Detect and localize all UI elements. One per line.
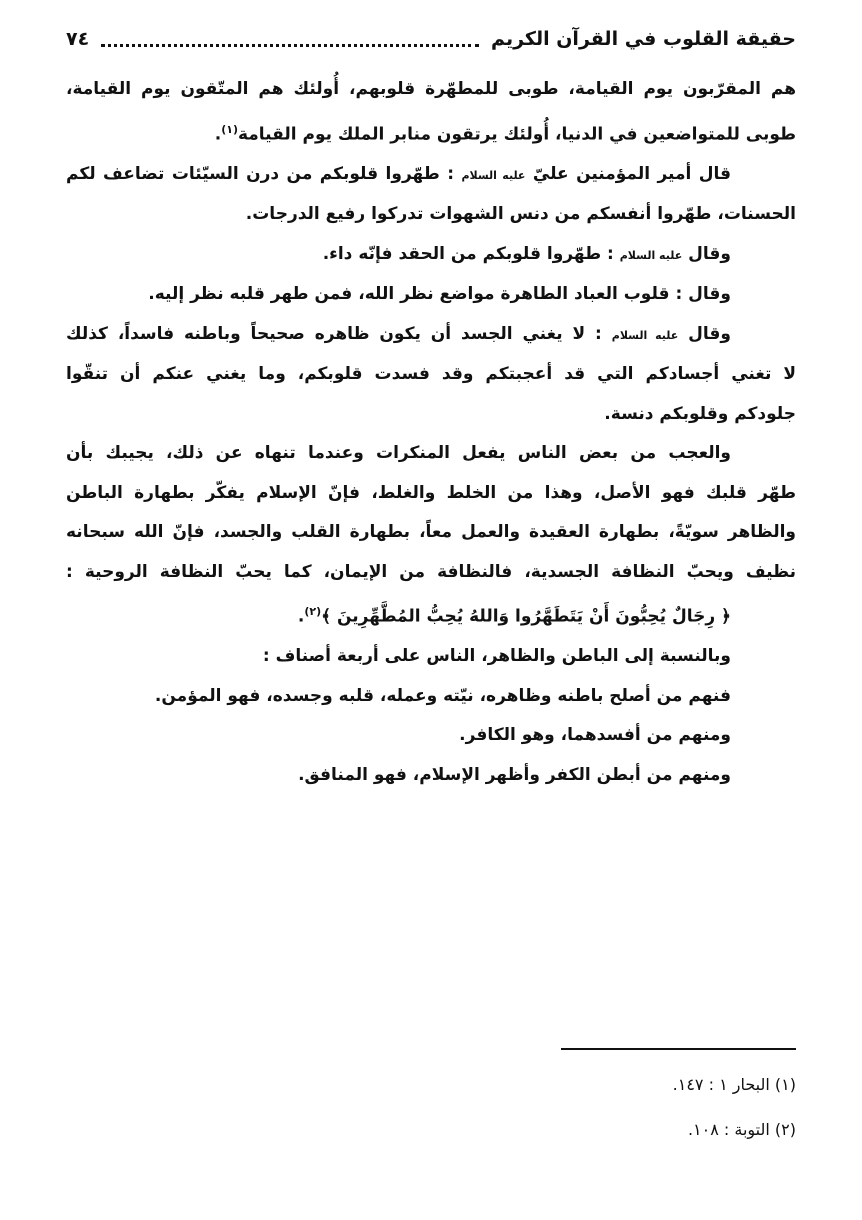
text-line: الحسنات، طهّروا أنفسكم من دنس الشهوات تدركوا رفيع الدرجات. (245, 204, 796, 225)
text-line (66, 155, 796, 196)
text-line: طهّر قلبك فهو الأصل، وهذا من الخلط والغلط، فإنّ الإسلام يفكّر بطهارة الباطن (66, 482, 796, 503)
honorific: عليه السلام (619, 248, 683, 262)
footnote-separator (561, 1048, 796, 1050)
text-line: جلودكم وقلوبكم دنسة. (604, 403, 796, 424)
text-line: نظيف ويحبّ النظافة الجسدية، فالنظافة من الإيمان، كما يحبّ النظافة الروحية : (66, 561, 796, 582)
text-line: ومنهم من أفسدهما، وهو الكافر. (459, 725, 731, 746)
text-line: وبالنسبة إلى الباطن والظاهر، الناس على أربعة أصناف : (262, 646, 731, 667)
line-text: : لا يغني الجسد أن يكون ظاهره صحيحاً وباطنه فاسداً، كذلك (66, 323, 602, 344)
footnote: (١) البحار ١ : ١٤٧. (672, 1075, 796, 1094)
text-line: هم المقرّبون يوم القيامة، طوبى للمطهّرة قلوبهم، أُولئك هم المتّقون يوم القيامة، (66, 79, 796, 99)
running-header (66, 28, 796, 50)
line-text: وقال (688, 243, 731, 264)
quran-verse: ﴿ رِجَالٌ يُحِبُّونَ أَنْ يَتَطَهَّرُوا وَاللهُ يُحِبُّ المُطَّهِّرِينَ ﴾$^{(٢)}$. (297, 605, 731, 627)
running-title: حقيقة القلوب في القرآن الكريم (491, 28, 796, 50)
line-text: قال أمير المؤمنين عليّ (532, 163, 732, 184)
text-line: والعجب من بعض الناس يفعل المنكرات وعندما تنهاه عن ذلك، يجيبك بأن (66, 443, 731, 464)
text-line: وقال : قلوب العباد الطاهرة مواضع نظر الله، فمن طهر قلبه نظر إليه. (148, 284, 731, 305)
text-line: فنهم من أصلح باطنه وظاهره، نيّته وعمله، قلبه وجسده، فهو المؤمن. (154, 685, 731, 706)
footnote-ref: (١) (221, 122, 238, 136)
text-line: طوبى للمتواضعين في الدنيا، أُولئك يرتقون منابر الملك يوم القيامة$^{(١)}$. (214, 122, 796, 145)
text-line: ومنهم من أبطن الكفر وأظهر الإسلام، فهو المنافق. (298, 764, 731, 785)
line-text: طوبى للمتواضعين في الدنيا، أُولئك يرتقون منابر الملك يوم القيامة (237, 124, 796, 145)
body-text (66, 70, 796, 795)
page-number: ٧٤ (66, 28, 90, 50)
line-text: ﴿ رِجَالٌ يُحِبُّونَ أَنْ يَتَطَهَّرُوا وَاللهُ يُحِبُّ المُطَّهِّرِينَ ﴾ (321, 606, 731, 627)
text-line (66, 235, 796, 276)
honorific: عليه السلام (611, 328, 679, 342)
footnote-ref: (٢) (304, 605, 322, 619)
honorific: عليه السلام (461, 168, 526, 182)
header-dots (101, 32, 479, 47)
line-text: : طهّروا قلوبكم من الحقد فإنّه داء. (322, 243, 614, 264)
text-line (66, 315, 796, 356)
text-line: والظاهر سويّةً، بطهارة العقيدة والعمل معاً، بطهارة القلب والجسد، فإنّ الله سبحانه (66, 522, 796, 543)
text-line: لا تغني أجسادكم التي قد أعجبتكم وقد فسدت قلوبكم، وما يغني عنكم أن تنقّوا (66, 364, 796, 385)
line-text: : طهّروا قلوبكم من درن السيّئات تضاعف لكم (66, 163, 454, 184)
footnote: (٢) التوبة : ١٠٨. (687, 1120, 796, 1139)
line-text: وقال (688, 323, 732, 344)
